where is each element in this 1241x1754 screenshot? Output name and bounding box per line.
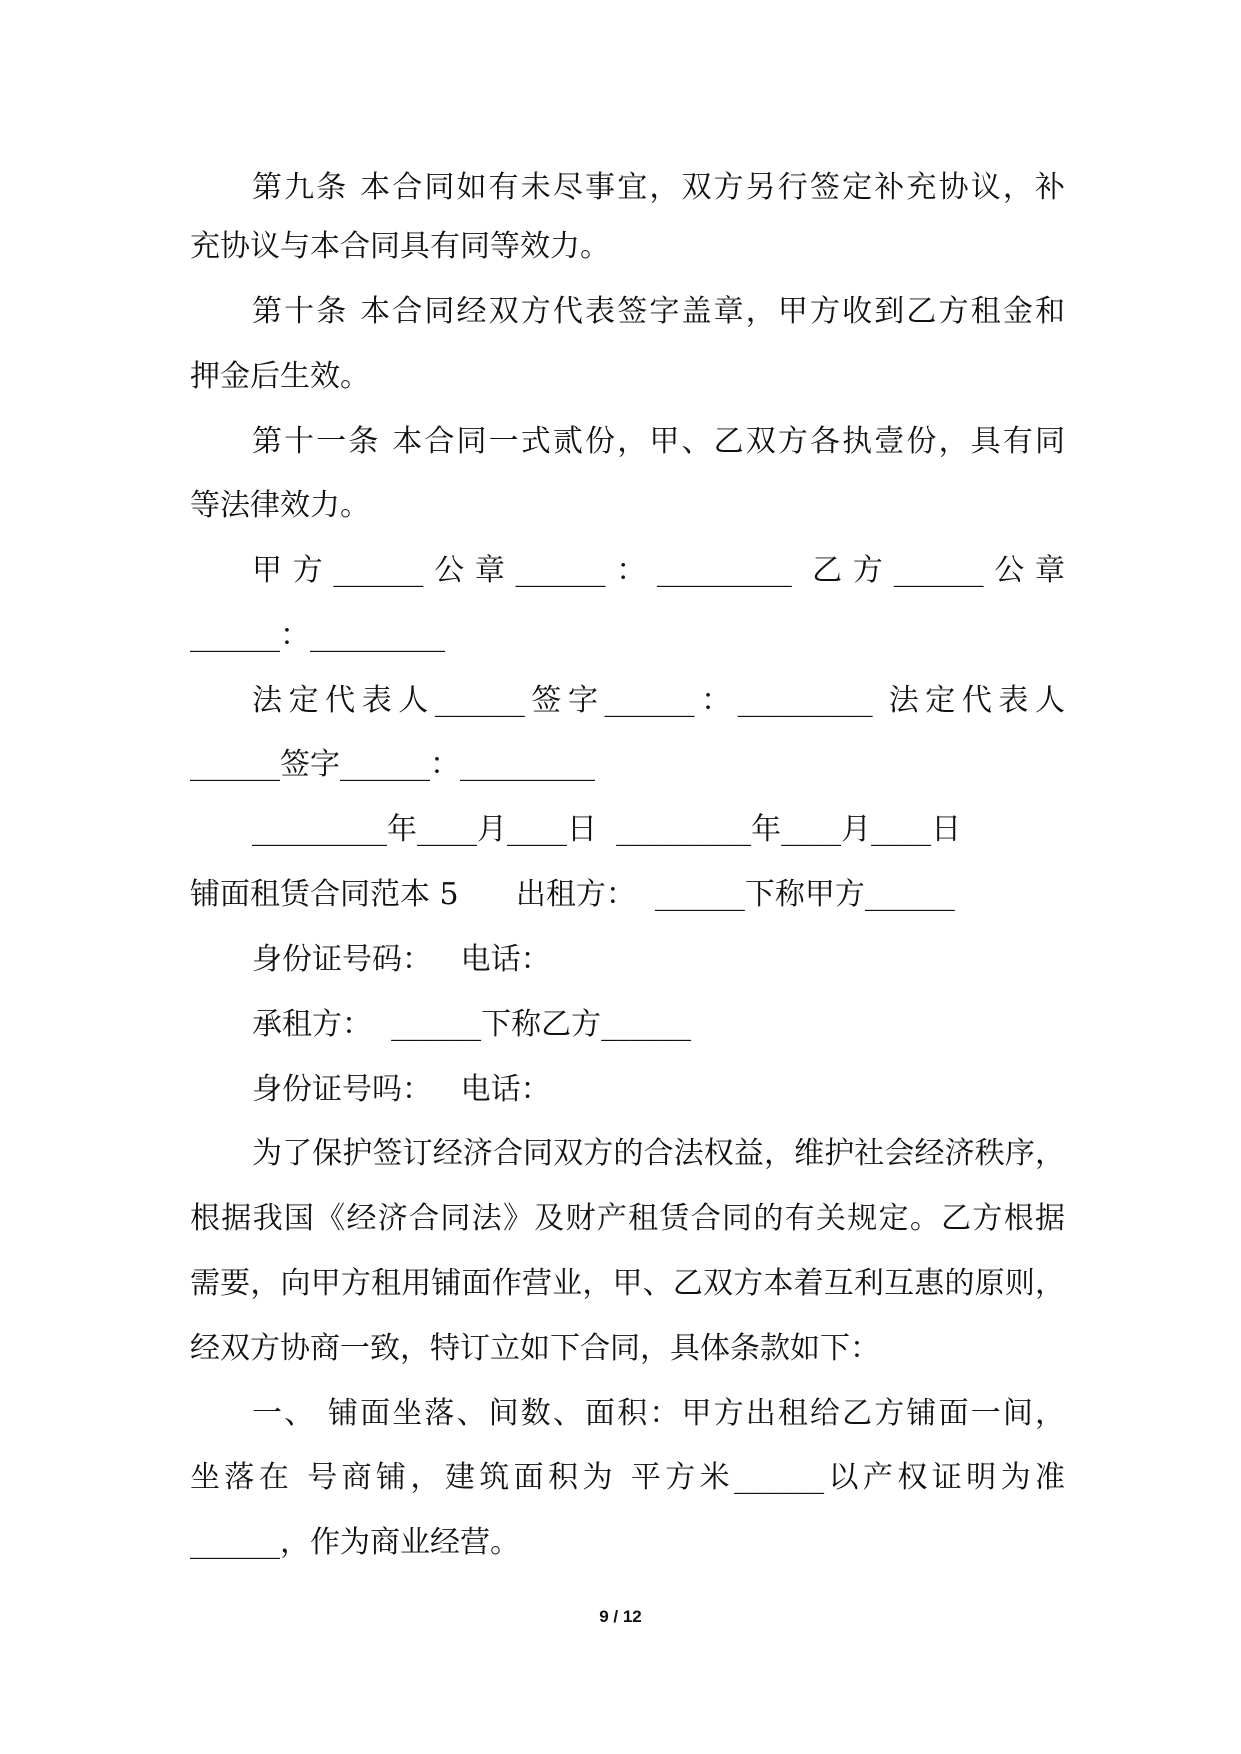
paragraph-line: 等法律效力。	[190, 488, 370, 523]
signature-line: 法定代表人______签字______：_________ 法定代表人	[252, 683, 1065, 718]
paragraph-line: 第十一条 本合同一式贰份，甲、乙双方各执壹份，具有同	[252, 424, 1065, 459]
signature-line: ______签字______：_________	[190, 747, 595, 782]
paragraph-line: 第九条 本合同如有未尽事宜，双方另行签定补充协议，补	[252, 170, 1065, 205]
section-heading: 铺面租赁合同范本 5 出租方： ______下称甲方______	[190, 877, 955, 912]
paragraph-line: 经双方协商一致，特订立如下合同，具体条款如下：	[190, 1331, 880, 1366]
paragraph-line: 押金后生效。	[190, 359, 370, 394]
date-line: _________年____月____日 _________年____月____日	[252, 812, 962, 847]
paragraph-line: ______，作为商业经营。	[190, 1525, 520, 1560]
paragraph-line: 身份证号吗： 电话：	[252, 1072, 551, 1107]
paragraph-line: 坐落在 号商铺，建筑面积为 平方米______以产权证明为准	[190, 1460, 1065, 1495]
paragraph-line: 根据我国《经济合同法》及财产租赁合同的有关规定。乙方根据	[190, 1201, 1065, 1236]
paragraph-line: 为了保护签订经济合同双方的合法权益，维护社会经济秩序，	[252, 1136, 1065, 1171]
paragraph-line: 承租方： ______下称乙方______	[252, 1007, 692, 1042]
signature-line: ______：_________	[190, 618, 445, 653]
paragraph-line: 一、 铺面坐落、间数、面积：甲方出租给乙方铺面一间，	[252, 1396, 1065, 1431]
signature-line: 甲方______公章______：_________ 乙方______公章	[252, 553, 1065, 588]
paragraph-line: 需要，向甲方租用铺面作营业，甲、乙双方本着互利互惠的原则，	[190, 1266, 1065, 1301]
paragraph-line: 身份证号码： 电话：	[252, 942, 551, 977]
paragraph-line: 充协议与本合同具有同等效力。	[190, 229, 610, 264]
page-number: 9 / 12	[599, 1607, 642, 1626]
paragraph-line: 第十条 本合同经双方代表签字盖章，甲方收到乙方租金和	[252, 294, 1065, 329]
